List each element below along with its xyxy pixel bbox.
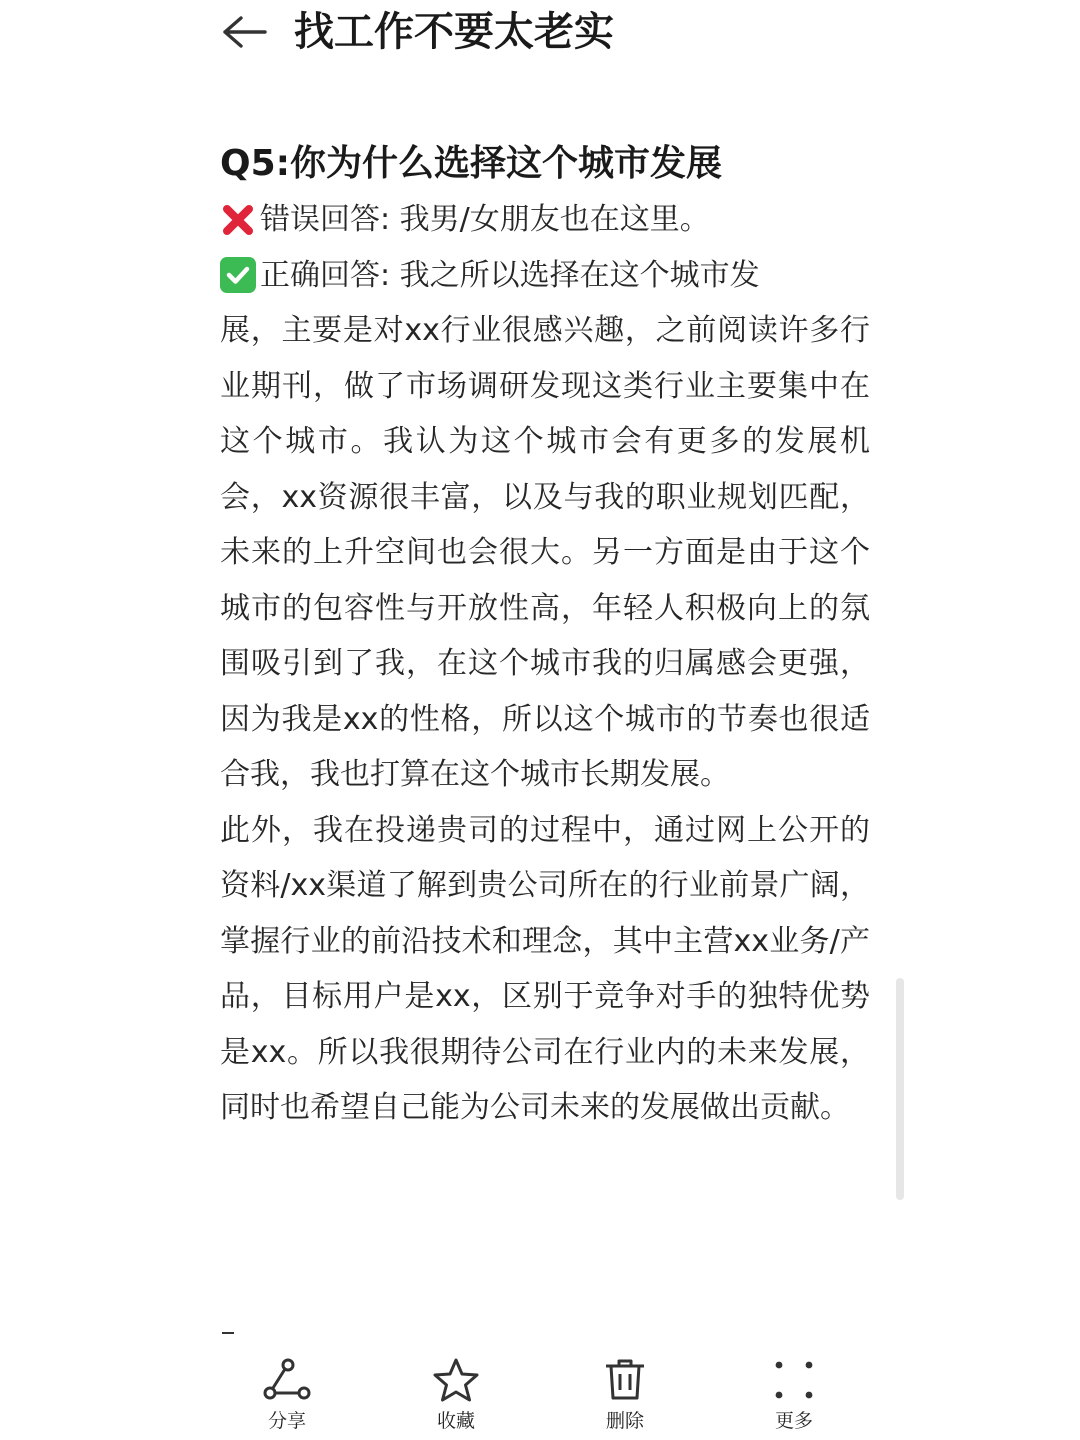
right-answer-first-line-text: 我之所以选择在这个城市发 bbox=[399, 257, 760, 293]
right-answer-label: 正确回答: bbox=[260, 257, 391, 293]
top-bar bbox=[0, 0, 1080, 70]
article-body bbox=[220, 136, 870, 1136]
cross-mark-icon bbox=[220, 202, 256, 238]
question-heading: Q5:你为什么选择这个城市发展 bbox=[220, 143, 723, 184]
more-dots-icon bbox=[768, 1354, 820, 1406]
trash-icon bbox=[599, 1354, 651, 1406]
share-button[interactable] bbox=[237, 1354, 337, 1434]
delete-button[interactable] bbox=[575, 1354, 675, 1434]
back-button[interactable] bbox=[218, 8, 270, 56]
extra-paragraph: 此外，我在投递贵司的过程中，通过网上公开的资料/xx渠道了解到贵公司所在的行业前景广阔，掌握行业的前沿技术和理念，其中主营xx业务/产品，目标用户是xx，区别于竞争对手的独特优势是xx。所以我很期待公司在行业内的未来发展，同时也希望自己能为公司未来的发展做出贡献。 bbox=[220, 812, 870, 1125]
check-mark-icon bbox=[220, 257, 256, 293]
right-answer-first-line bbox=[220, 248, 870, 304]
right-answer-text: 展，主要是对xx行业很感兴趣，之前阅读许多行业期刊，做了市场调研发现这类行业主要集中在这个城市。我认为这个城市会有更多的发展机会，xx资源很丰富，以及与我的职业规划匹配，未来的上升空间也会很大。另一方面是由于这个城市的包容性与开放性高，年轻人积极向上的氛围吸引到了我，在这个城市我的归属感会更强，因为我是xx的性格，所以这个城市的节奏也很适合我，我也打算在这个城市长期发展。 bbox=[220, 313, 870, 792]
share-icon bbox=[261, 1354, 313, 1406]
wrong-answer-text: 我男/女朋友也在这里。 bbox=[399, 202, 710, 237]
favorite-button[interactable] bbox=[406, 1354, 506, 1434]
bottom-action-bar bbox=[0, 1348, 1080, 1440]
arrow-left-icon bbox=[221, 14, 267, 50]
page-title: 找工作不要太老实 bbox=[294, 9, 614, 55]
more-label: 更多 bbox=[774, 1410, 813, 1432]
delete-label: 删除 bbox=[605, 1410, 644, 1432]
favorite-label: 收藏 bbox=[436, 1410, 475, 1432]
wrong-answer-label: 错误回答: bbox=[260, 202, 391, 237]
scrollbar[interactable] bbox=[896, 978, 904, 1200]
star-icon bbox=[430, 1354, 482, 1406]
divider bbox=[222, 1332, 234, 1334]
share-label: 分享 bbox=[267, 1410, 306, 1432]
more-button[interactable] bbox=[744, 1354, 844, 1434]
wrong-answer bbox=[220, 192, 870, 248]
